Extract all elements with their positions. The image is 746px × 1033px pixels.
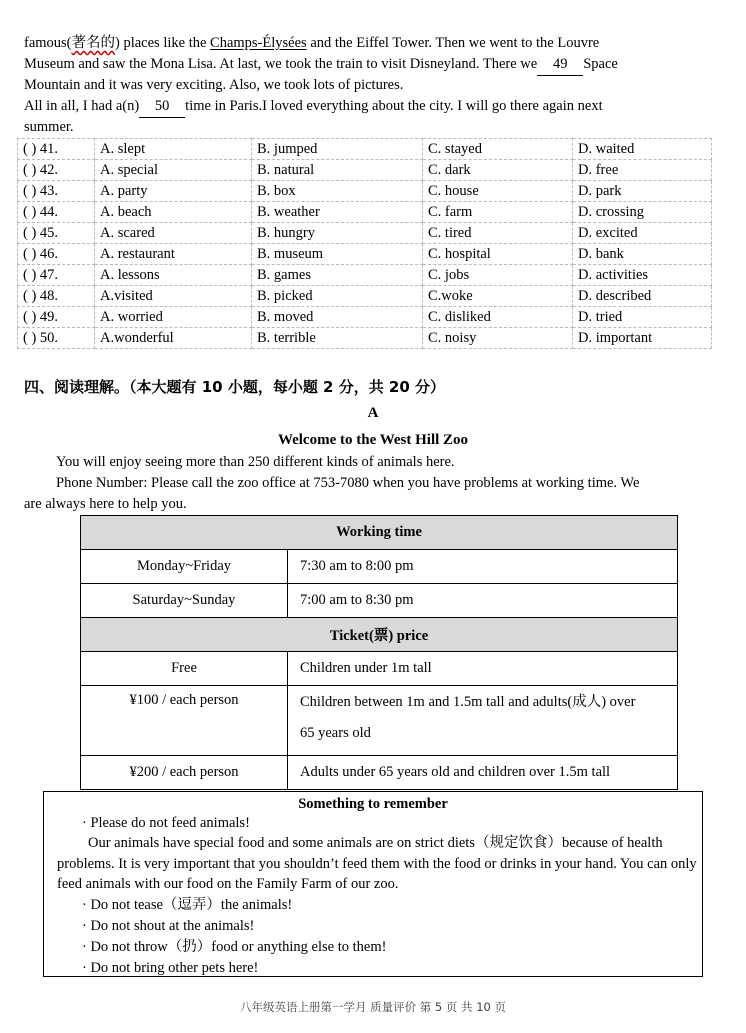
option-b: B. box (252, 181, 423, 202)
famous-chinese-gloss: 著名的 (71, 35, 116, 51)
option-b: B. museum (252, 244, 423, 265)
blank-49: 49 (537, 54, 583, 76)
option-a: A.visited (95, 286, 252, 307)
free-label: Free (81, 652, 288, 686)
weekend-row (81, 584, 678, 618)
notice-title: Something to remember (298, 796, 448, 812)
option-d: D. described (573, 286, 712, 307)
notice-item-shout: · Do not shout at the animals! (82, 918, 255, 934)
working-time-header: Working time (81, 516, 678, 550)
cloze-text: Mountain and it was very exciting. Also, we took lots of pictures. (24, 77, 404, 93)
option-d: D. bank (573, 244, 712, 265)
option-row (18, 202, 712, 223)
option-row (18, 307, 712, 328)
option-b: B. weather (252, 202, 423, 223)
option-a: A. beach (95, 202, 252, 223)
option-row (18, 328, 712, 349)
option-a: A. slept (95, 139, 252, 160)
option-c: C. house (423, 181, 573, 202)
intro-line-3 (24, 494, 714, 515)
option-a: A. worried (95, 307, 252, 328)
passage-title: Welcome to the West Hill Zoo (277, 432, 469, 448)
option-b: B. terrible (252, 328, 423, 349)
weekday-time: 7:30 am to 8:00 pm (288, 550, 678, 584)
option-a: A. restaurant (95, 244, 252, 265)
notice-item-feed: · Please do not feed animals! (82, 815, 250, 831)
option-c: C. tired (423, 223, 573, 244)
notice-body: Our animals have special food and some animals are on strict diets（规定饮食）because of health problems. It is very important that you shouldn’t feed them with the food or drinks in your hand. You can only feed animals with our food on the Family Farm of our zoo. (57, 835, 697, 892)
section-heading: 四、阅读理解。（本大题有 10 小题，每小题 2 分，共 20 分） (24, 378, 446, 396)
weekend-time: 7:00 am to 8:30 pm (288, 584, 678, 618)
notice-item-tease: · Do not tease（逗弄）the animals! (82, 897, 293, 913)
price-200-label: ¥200 / each person (81, 756, 288, 790)
option-d: D. park (573, 181, 712, 202)
blank-50: 50 (139, 96, 185, 118)
ticket-price-header-row (81, 618, 678, 652)
cloze-line-2 (24, 54, 714, 76)
option-row (18, 244, 712, 265)
option-c: C. jobs (423, 265, 573, 286)
price-200-row (81, 756, 678, 790)
intro-text: You will enjoy seeing more than 250 different kinds of animals here. (56, 454, 455, 470)
weekday-label: Monday~Friday (81, 550, 288, 584)
cloze-line-1 (24, 33, 714, 54)
intro-line-2 (24, 473, 714, 494)
price-100-description (288, 686, 678, 756)
cloze-line-3 (24, 75, 714, 96)
weekend-label: Saturday~Sunday (81, 584, 288, 618)
question-number: ( ) 46. (18, 244, 95, 265)
cloze-text: All in all, I had a(n) (24, 98, 140, 114)
question-number: ( ) 41. (18, 139, 95, 160)
option-c: C. noisy (423, 328, 573, 349)
notice-box (43, 791, 703, 977)
option-row (18, 181, 712, 202)
question-number: ( ) 47. (18, 265, 95, 286)
option-row (18, 160, 712, 181)
price-100-row (81, 686, 678, 756)
option-row (18, 286, 712, 307)
price-100-label: ¥100 / each person (81, 686, 288, 756)
price-200-description: Adults under 65 years old and children over 1.5m tall (288, 756, 678, 790)
option-c: C. dark (423, 160, 573, 181)
option-b: B. hungry (252, 223, 423, 244)
option-d: D. waited (573, 139, 712, 160)
weekday-row (81, 550, 678, 584)
option-c: C. stayed (423, 139, 573, 160)
option-a: A. scared (95, 223, 252, 244)
free-description: Children under 1m tall (288, 652, 678, 686)
cloze-line-5 (24, 117, 714, 138)
option-d: D. important (573, 328, 712, 349)
zoo-info-table (80, 515, 678, 790)
cloze-text: and the Eiffel Tower. Then we went to the Louvre (306, 35, 600, 51)
option-c: C.woke (423, 286, 573, 307)
question-number: ( ) 49. (18, 307, 95, 328)
option-a: A. lessons (95, 265, 252, 286)
champs-elysees: Champs-Élysées (210, 35, 307, 51)
option-c: C. farm (423, 202, 573, 223)
working-time-header-row (81, 516, 678, 550)
option-b: B. games (252, 265, 423, 286)
option-row (18, 139, 712, 160)
cloze-text: Space (583, 56, 618, 72)
option-d: D. tried (573, 307, 712, 328)
cloze-text: summer. (24, 119, 74, 135)
option-c: C. disliked (423, 307, 573, 328)
option-row (18, 265, 712, 286)
cloze-line-4 (24, 96, 714, 118)
options-table (17, 138, 712, 349)
question-number: ( ) 48. (18, 286, 95, 307)
notice-item-throw: · Do not throw（扔）food or anything else to them! (82, 939, 387, 955)
question-number: ( ) 44. (18, 202, 95, 223)
price-100-desc-line-2: 65 years old (300, 725, 371, 741)
cloze-text: Museum and saw the Mona Lisa. At last, we took the train to visit Disneyland. There we (24, 56, 538, 72)
option-b: B. picked (252, 286, 423, 307)
intro-line-1 (24, 452, 714, 473)
page-footer: 八年级英语上册第一学月 质量评价 第 5 页 共 10 页 (239, 1000, 507, 1014)
question-number: ( ) 42. (18, 160, 95, 181)
option-a: A. party (95, 181, 252, 202)
option-row (18, 223, 712, 244)
option-b: B. jumped (252, 139, 423, 160)
ticket-price-header: Ticket(票) price (81, 618, 678, 652)
notice-item-pets: · Do not bring other pets here! (82, 960, 259, 976)
option-c: C. hospital (423, 244, 573, 265)
cloze-text: famous( (24, 35, 72, 51)
passage-letter: A (367, 405, 379, 421)
option-a: A. special (95, 160, 252, 181)
option-b: B. natural (252, 160, 423, 181)
free-row (81, 652, 678, 686)
option-d: D. excited (573, 223, 712, 244)
option-d: D. free (573, 160, 712, 181)
intro-text: are always here to help you. (24, 496, 187, 512)
question-number: ( ) 50. (18, 328, 95, 349)
option-b: B. moved (252, 307, 423, 328)
price-100-desc-line-1: Children between 1m and 1.5m tall and adults(成人) over (300, 694, 636, 710)
question-number: ( ) 43. (18, 181, 95, 202)
cloze-text: ) places like the (115, 35, 211, 51)
option-d: D. activities (573, 265, 712, 286)
cloze-text: time in Paris.I loved everything about the city. I will go there again next (185, 98, 603, 114)
option-d: D. crossing (573, 202, 712, 223)
option-a: A.wonderful (95, 328, 252, 349)
question-number: ( ) 45. (18, 223, 95, 244)
intro-text: Phone Number: Please call the zoo office at 753-7080 when you have problems at working time. We (56, 475, 640, 491)
